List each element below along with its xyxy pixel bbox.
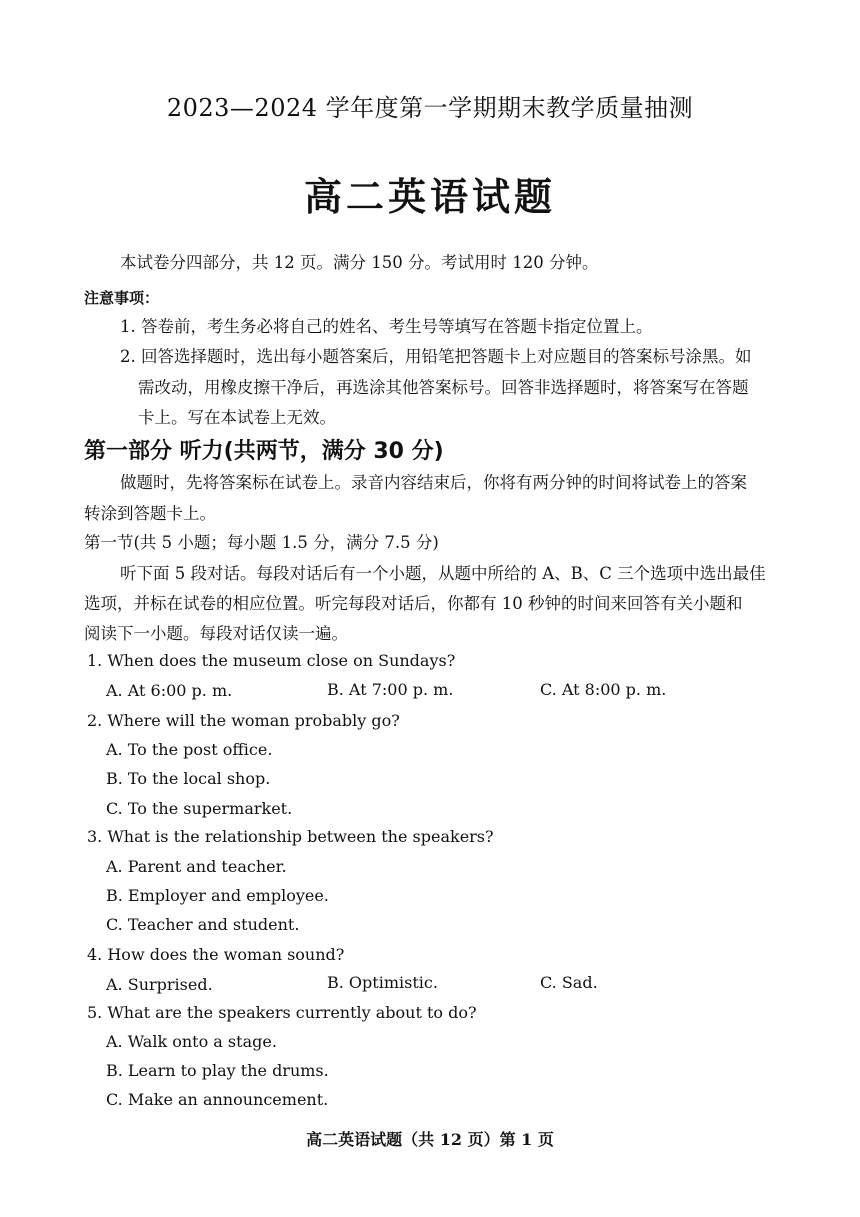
question-1: 1. When does the museum close on Sundays? <box>87 651 456 670</box>
section1-instruction-line-3: 阅读下一小题。每段对话仅读一遍。 <box>84 624 348 643</box>
exam-header-line: 2023—2024 学年度第一学期期末教学质量抽测 <box>166 94 694 122</box>
question-1-option-a: A. At 6:00 p. m. <box>106 681 233 700</box>
question-3-option-b: B. Employer and employee. <box>106 886 329 905</box>
part1-instruction-line-1: 做题时，先将答案标在试卷上。录音内容结束后，你将有两分钟的时间将试卷上的答案 <box>120 473 747 492</box>
part1-instruction-line-2: 转涂到答题卡上。 <box>84 504 216 523</box>
section1-title: 第一节(共 5 小题；每小题 1.5 分，满分 7.5 分) <box>84 533 439 552</box>
question-5-option-c: C. Make an announcement. <box>106 1090 329 1109</box>
question-2: 2. Where will the woman probably go? <box>87 711 400 730</box>
intro-text: 本试卷分四部分，共 12 页。满分 150 分。考试用时 120 分钟。 <box>120 253 599 272</box>
question-4-option-a: A. Surprised. <box>106 975 213 994</box>
question-4: 4. How does the woman sound? <box>87 945 345 964</box>
question-5: 5. What are the speakers currently about to do? <box>87 1003 477 1022</box>
section1-instruction-line-2: 选项，并标在试卷的相应位置。听完每段对话后，你都有 10 秒钟的时间来回答有关小题和 <box>84 594 743 613</box>
notice-item-2-line-2: 需改动，用橡皮擦干净后，再选涂其他答案标号。回答非选择题时，将答案写在答题 <box>138 378 749 397</box>
part1-title: 第一部分 听力(共两节，满分 30 分) <box>84 439 444 464</box>
question-2-option-c: C. To the supermarket. <box>106 799 293 818</box>
question-3-option-c: C. Teacher and student. <box>106 915 300 934</box>
notice-title: 注意事项： <box>84 289 160 307</box>
page-footer: 高二英语试题（共 12 页）第 1 页 <box>306 1130 554 1149</box>
question-5-option-b: B. Learn to play the drums. <box>106 1061 329 1080</box>
question-4-option-c: C. Sad. <box>540 973 598 992</box>
notice-item-2-line-1: 2. 回答选择题时，选出每小题答案后，用铅笔把答题卡上对应题目的答案标号涂黑。如 <box>120 347 752 366</box>
section1-instruction-line-1: 听下面 5 段对话。每段对话后有一个小题，从题中所给的 A、B、C 三个选项中选出最佳 <box>120 564 766 583</box>
question-4-option-b: B. Optimistic. <box>327 973 438 992</box>
question-2-option-b: B. To the local shop. <box>106 769 271 788</box>
question-5-option-a: A. Walk onto a stage. <box>106 1032 277 1051</box>
question-3: 3. What is the relationship between the speakers? <box>87 827 494 846</box>
notice-item-1: 1. 答卷前，考生务必将自己的姓名、考生号等填写在答题卡指定位置上。 <box>120 317 653 336</box>
question-1-option-c: C. At 8:00 p. m. <box>540 680 667 699</box>
question-3-option-a: A. Parent and teacher. <box>106 857 287 876</box>
question-2-option-a: A. To the post office. <box>106 740 273 759</box>
question-1-option-b: B. At 7:00 p. m. <box>327 680 454 699</box>
notice-item-2-line-3: 卡上。写在本试卷上无效。 <box>138 408 336 427</box>
page-title: 高二英语试题 <box>303 175 556 219</box>
